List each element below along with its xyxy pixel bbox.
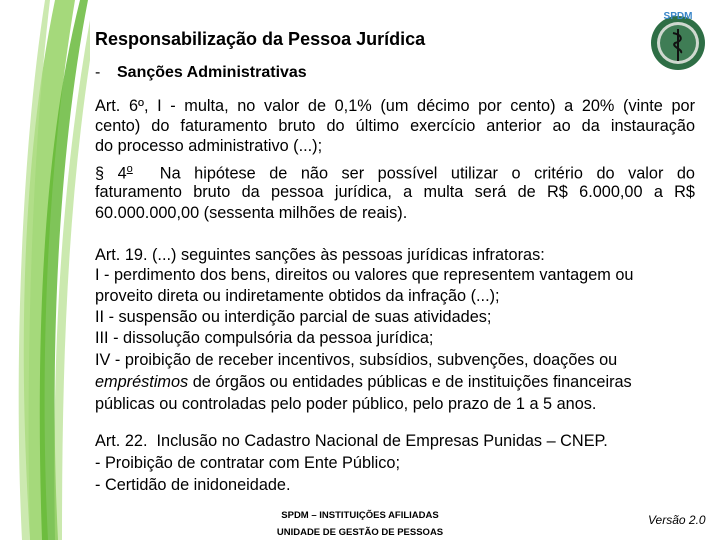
text-line: Art. 19. (...) seguintes sanções às pessoas jurídicas infratoras:	[95, 246, 545, 264]
text-line: - Certidão de inidoneidade.	[95, 476, 291, 494]
slide-title: Responsabilização da Pessoa Jurídica	[95, 29, 426, 49]
text-line: faturamento bruto da pessoa jurídica, a multa será de R$ 6.000,00 a R$	[95, 183, 695, 201]
green-ribbon-decoration	[0, 0, 90, 540]
text-line: do processo administrativo (...);	[95, 137, 323, 155]
text-line: IV - proibição de receber incentivos, subsídios, subvenções, doações ou	[95, 351, 618, 369]
svg-text:SPDM: SPDM	[663, 11, 693, 22]
text-line: I - perdimento dos bens, direitos ou valores que representem vantagem ou	[95, 266, 634, 284]
footer-line-2: UNIDADE DE GESTÃO DE PESSOAS	[276, 527, 444, 538]
text-line: III - dissolução compulsória da pessoa jurídica;	[95, 329, 434, 347]
text-line: cento) do faturamento bruto do último exercício anterior ao da instauração	[95, 117, 695, 135]
text-line: Art. 6º, I - multa, no valor de 0,1% (um décimo por cento) a 20% (vinte por	[95, 97, 695, 115]
spdm-logo	[643, 5, 713, 75]
text-line: II - suspensão ou interdição parcial de suas atividades;	[95, 308, 492, 326]
subtitle: - Sanções Administrativas	[95, 64, 307, 81]
text-line: - Proibição de contratar com Ente Público;	[95, 454, 400, 472]
text-line: Art. 22. Inclusão no Cadastro Nacional de Empresas Punidas – CNEP.	[95, 432, 608, 450]
text-line: públicas ou controladas pelo poder público, pelo prazo de 1 a 5 anos.	[95, 395, 597, 413]
version-label: Versão 2.0	[648, 513, 706, 527]
text-line: 60.000.000,00 (sessenta milhões de reais).	[95, 204, 408, 222]
text-line: empréstimos de órgãos ou entidades públicas e de instituições financeiras	[95, 373, 632, 391]
text-line: § 4$^o$ Na hipótese de não ser possível utilizar o critério do valor do	[95, 163, 695, 183]
footer-line-1: SPDM – INSTITUIÇÕES AFILIADAS	[281, 510, 439, 521]
text-line: proveito direta ou indiretamente obtidos da infração (...);	[95, 287, 500, 305]
